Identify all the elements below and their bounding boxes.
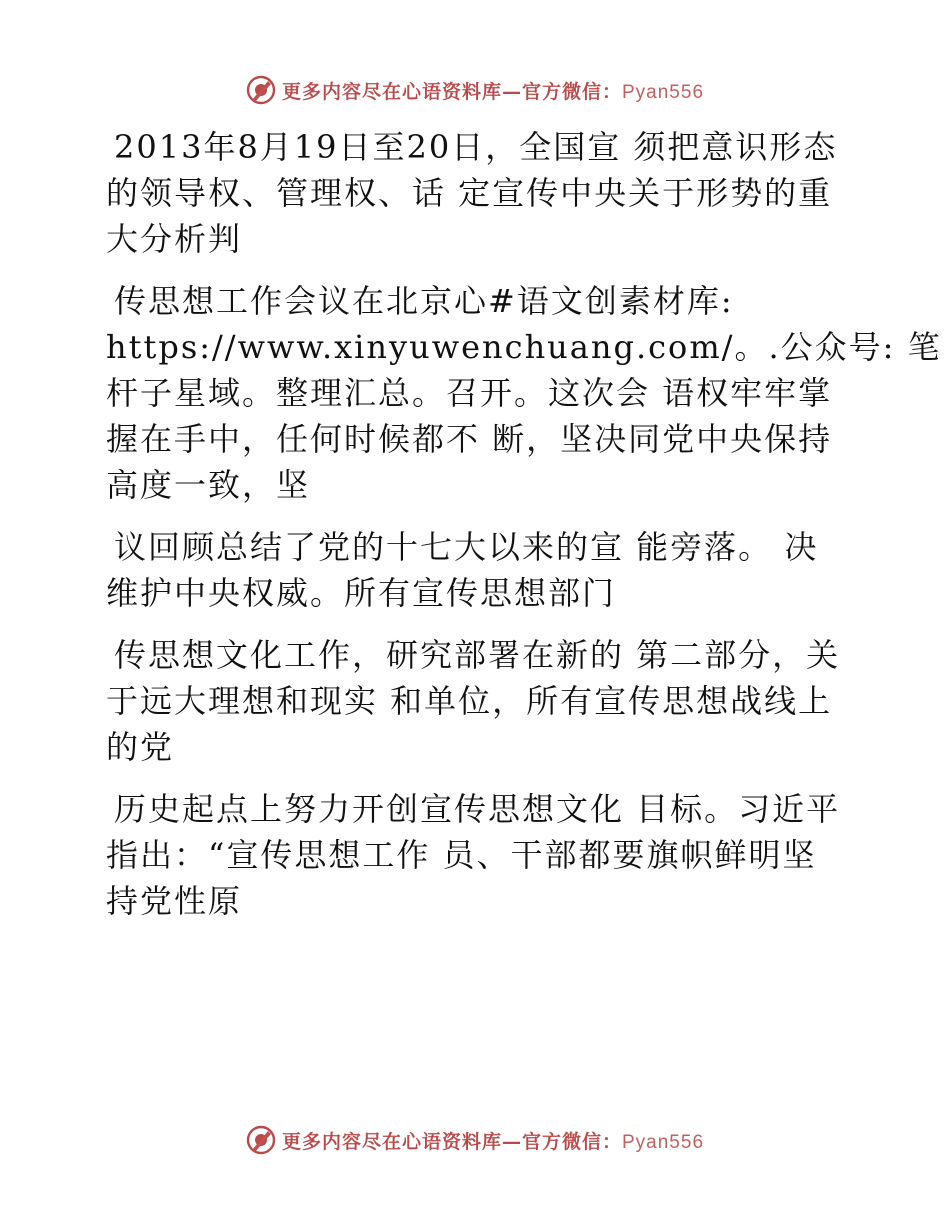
paragraph-1: [98, 124, 850, 262]
text-line: 的党: [106, 728, 175, 766]
text-line: 传思想工作会议在北京心#语文创素材库:: [114, 282, 734, 320]
wechat-account: Pyan556: [622, 1131, 705, 1153]
text-line: 指出：“宣传思想工作 员、干部都要旗帜鲜明坚: [106, 836, 817, 874]
text-line: 传思想文化工作，研究部署在新的 第二部分，关: [114, 636, 841, 674]
paragraph-4: [98, 632, 850, 770]
text-line: 高度一致，坚: [106, 466, 311, 504]
text-line: 历史起点上努力开创宣传思想文化 目标。习近平: [114, 790, 841, 828]
text-line: 于远大理想和现实 和单位，所有宣传思想战线上: [106, 682, 833, 720]
text-line: 握在手中，任何时候都不 断，坚决同党中央保持: [106, 420, 833, 458]
text-line: 的领导权、管理权、话 定宣传中央关于形势的重: [106, 174, 833, 212]
header-watermark: [0, 70, 950, 110]
paragraph-2: [98, 278, 942, 508]
text-line: 2013年8月19日至20日，全国宣 须把意识形态: [114, 128, 838, 166]
text-line: 持党性原: [106, 882, 243, 920]
pen-logo-icon: [246, 1125, 276, 1155]
pen-logo-icon: [246, 75, 276, 105]
text-line: 议回顾总结了党的十七大以来的宣 能旁落。 决: [114, 528, 819, 566]
paragraph-3: [98, 524, 850, 616]
wechat-account: Pyan556: [622, 81, 705, 103]
text-line: 杆子星域。整理汇总。召开。这次会 语权牢牢掌: [106, 374, 833, 412]
text-line: 维护中央权威。所有宣传思想部门: [106, 574, 617, 612]
footer-watermark: [0, 1120, 950, 1160]
text-line: https://www.xinyuwenchuang.com/。.公众号: 笔: [106, 328, 942, 366]
text-line: 大分析判: [106, 220, 243, 258]
watermark-text: 更多内容尽在心语资料库—官方微信：Pyan556: [281, 1130, 705, 1153]
paragraph-5: [98, 786, 850, 924]
document-body: [98, 124, 942, 940]
watermark-text: 更多内容尽在心语资料库—官方微信：Pyan556: [281, 80, 705, 103]
